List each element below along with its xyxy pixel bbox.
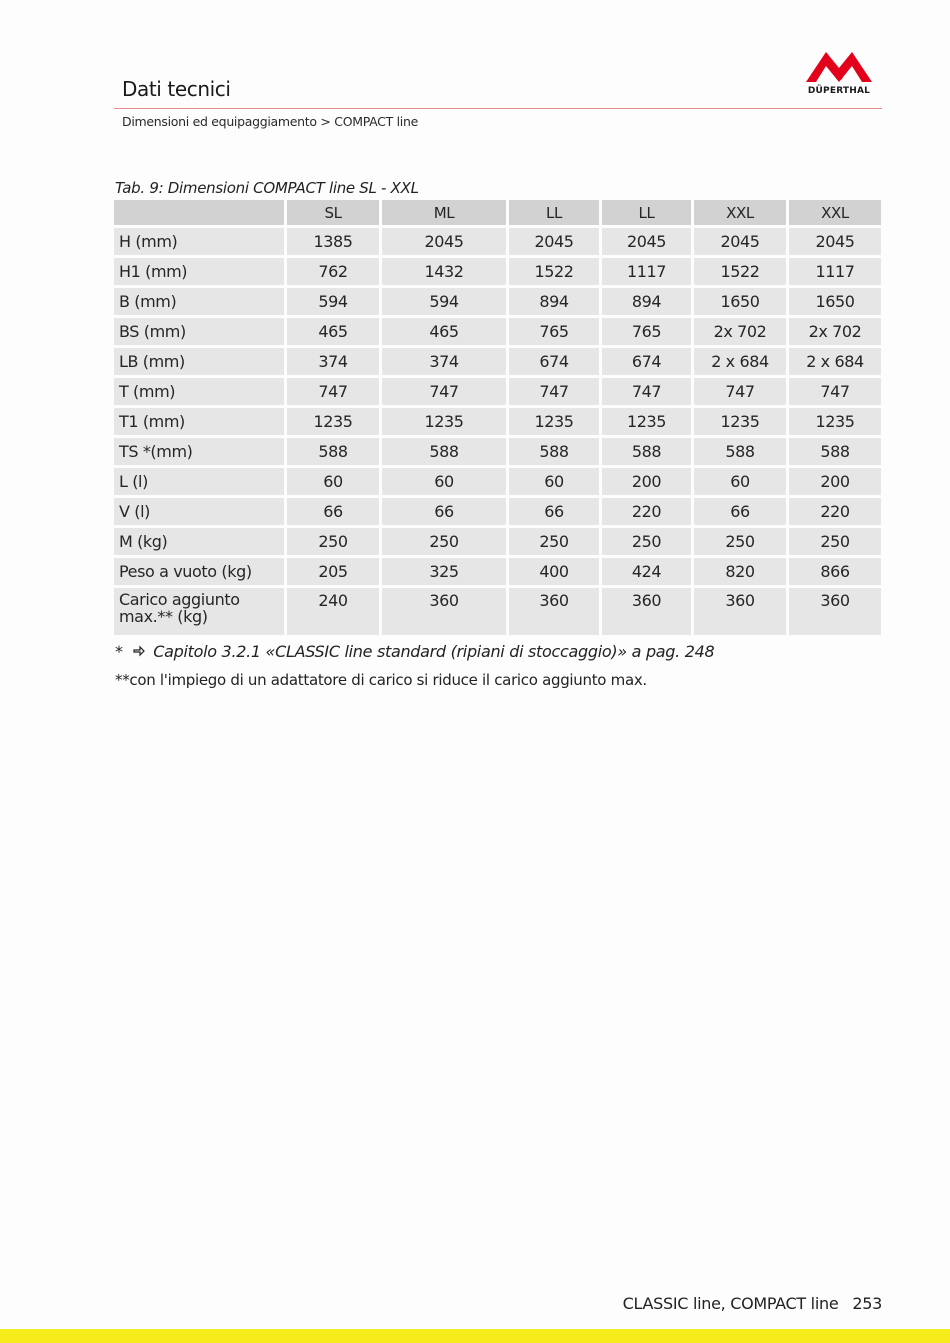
table-cell: 765 <box>602 318 691 345</box>
column-header: XXL <box>789 200 881 225</box>
row-label: T1 (mm) <box>114 408 284 435</box>
table-cell: 747 <box>602 378 691 405</box>
table-header-row <box>114 200 881 225</box>
table-cell: 1235 <box>287 408 379 435</box>
table-cell: 2045 <box>789 228 881 255</box>
table-cell: 2045 <box>382 228 506 255</box>
table-cell: 765 <box>509 318 599 345</box>
row-label: B (mm) <box>114 288 284 315</box>
table-cell: 1650 <box>694 288 786 315</box>
table-cell: 747 <box>789 378 881 405</box>
table-cell: 747 <box>382 378 506 405</box>
footnote-marker: * <box>115 642 123 661</box>
row-label: M (kg) <box>114 528 284 555</box>
table-row <box>114 258 881 285</box>
page-number: 253 <box>852 1294 882 1313</box>
column-header: ML <box>382 200 506 225</box>
table-cell: 465 <box>382 318 506 345</box>
table-cell: 2x 702 <box>789 318 881 345</box>
table-cell: 747 <box>509 378 599 405</box>
table-cell: 400 <box>509 558 599 585</box>
table-row <box>114 288 881 315</box>
table-cell: 1117 <box>789 258 881 285</box>
table-row <box>114 408 881 435</box>
table-row <box>114 528 881 555</box>
table-cell: 220 <box>789 498 881 525</box>
table-cell: 1650 <box>789 288 881 315</box>
table-cell: 66 <box>694 498 786 525</box>
table-cell: 465 <box>287 318 379 345</box>
table-row <box>114 498 881 525</box>
table-cell: 250 <box>509 528 599 555</box>
table-cell: 360 <box>382 588 506 635</box>
cross-reference-link[interactable]: Capitolo 3.2.1 «CLASSIC line standard (ripiani di stoccaggio)» a pag. 248 <box>153 642 715 661</box>
table-cell: 2 x 684 <box>789 348 881 375</box>
table-cell: 200 <box>602 468 691 495</box>
table-cell: 66 <box>287 498 379 525</box>
table-cell: 2045 <box>694 228 786 255</box>
table-cell: 60 <box>382 468 506 495</box>
table-cell: 594 <box>382 288 506 315</box>
table-cell: 594 <box>287 288 379 315</box>
column-header <box>114 200 284 225</box>
table-cell: 894 <box>602 288 691 315</box>
table-cell: 360 <box>789 588 881 635</box>
breadcrumb: Dimensioni ed equipaggiamento > COMPACT line <box>122 114 418 129</box>
table-row <box>114 318 881 345</box>
column-header: SL <box>287 200 379 225</box>
footnote-reference <box>115 642 714 661</box>
table-cell: 894 <box>509 288 599 315</box>
row-label: LB (mm) <box>114 348 284 375</box>
table-cell: 66 <box>509 498 599 525</box>
table-row <box>114 438 881 465</box>
row-label: TS *(mm) <box>114 438 284 465</box>
footer-color-bar <box>0 1329 950 1343</box>
table-cell: 1522 <box>509 258 599 285</box>
table-cell: 60 <box>694 468 786 495</box>
table-cell: 360 <box>602 588 691 635</box>
table-cell: 2 x 684 <box>694 348 786 375</box>
table-cell: 747 <box>694 378 786 405</box>
table-cell: 205 <box>287 558 379 585</box>
table-cell: 250 <box>694 528 786 555</box>
table-cell: 424 <box>602 558 691 585</box>
table-cell: 866 <box>789 558 881 585</box>
table-cell: 250 <box>789 528 881 555</box>
table-cell: 588 <box>602 438 691 465</box>
table-cell: 1235 <box>382 408 506 435</box>
table-cell: 2045 <box>602 228 691 255</box>
table-row <box>114 348 881 375</box>
table-cell: 1235 <box>509 408 599 435</box>
table-cell: 1235 <box>694 408 786 435</box>
table-cell: 1235 <box>602 408 691 435</box>
table-cell: 747 <box>287 378 379 405</box>
table-cell: 588 <box>382 438 506 465</box>
table-cell: 1385 <box>287 228 379 255</box>
table-cell: 2x 702 <box>694 318 786 345</box>
page-title: Dati tecnici <box>122 77 231 101</box>
table-cell: 1117 <box>602 258 691 285</box>
table-cell: 1432 <box>382 258 506 285</box>
pointing-hand-icon <box>132 644 146 658</box>
table-cell: 240 <box>287 588 379 635</box>
footer-section: CLASSIC line, COMPACT line <box>622 1294 839 1313</box>
table-cell: 588 <box>287 438 379 465</box>
logo-wordmark: DÜPERTHAL <box>807 86 871 96</box>
dimensions-table <box>111 197 884 638</box>
row-label: Carico aggiunto max.** (kg) <box>114 588 284 635</box>
row-label: H (mm) <box>114 228 284 255</box>
table-cell: 374 <box>287 348 379 375</box>
table-cell: 250 <box>602 528 691 555</box>
table-caption: Tab. 9: Dimensioni COMPACT line SL - XXL <box>115 179 419 197</box>
table-cell: 762 <box>287 258 379 285</box>
table-cell: 360 <box>509 588 599 635</box>
table-cell: 2045 <box>509 228 599 255</box>
table-cell: 325 <box>382 558 506 585</box>
table-cell: 588 <box>509 438 599 465</box>
column-header: LL <box>602 200 691 225</box>
table-row <box>114 378 881 405</box>
footnote-load-adapter: **con l'impiego di un adattatore di carico si riduce il carico aggiunto max. <box>115 671 647 689</box>
row-label: Peso a vuoto (kg) <box>114 558 284 585</box>
row-label: T (mm) <box>114 378 284 405</box>
table-cell: 820 <box>694 558 786 585</box>
table-row <box>114 588 881 635</box>
page-footer <box>623 1294 882 1313</box>
table-row <box>114 228 881 255</box>
table-cell: 220 <box>602 498 691 525</box>
table-cell: 588 <box>694 438 786 465</box>
column-header: LL <box>509 200 599 225</box>
table-cell: 360 <box>694 588 786 635</box>
table-cell: 250 <box>287 528 379 555</box>
table-cell: 1235 <box>789 408 881 435</box>
table-cell: 374 <box>382 348 506 375</box>
table-cell: 60 <box>509 468 599 495</box>
table-row <box>114 468 881 495</box>
row-label: BS (mm) <box>114 318 284 345</box>
table-cell: 60 <box>287 468 379 495</box>
table-cell: 250 <box>382 528 506 555</box>
row-label: V (l) <box>114 498 284 525</box>
table-cell: 674 <box>509 348 599 375</box>
table-cell: 200 <box>789 468 881 495</box>
header-divider <box>114 108 882 109</box>
table-cell: 674 <box>602 348 691 375</box>
column-header: XXL <box>694 200 786 225</box>
table-cell: 1522 <box>694 258 786 285</box>
row-label: H1 (mm) <box>114 258 284 285</box>
table-row <box>114 558 881 585</box>
table-cell: 66 <box>382 498 506 525</box>
table-cell: 588 <box>789 438 881 465</box>
row-label: L (l) <box>114 468 284 495</box>
